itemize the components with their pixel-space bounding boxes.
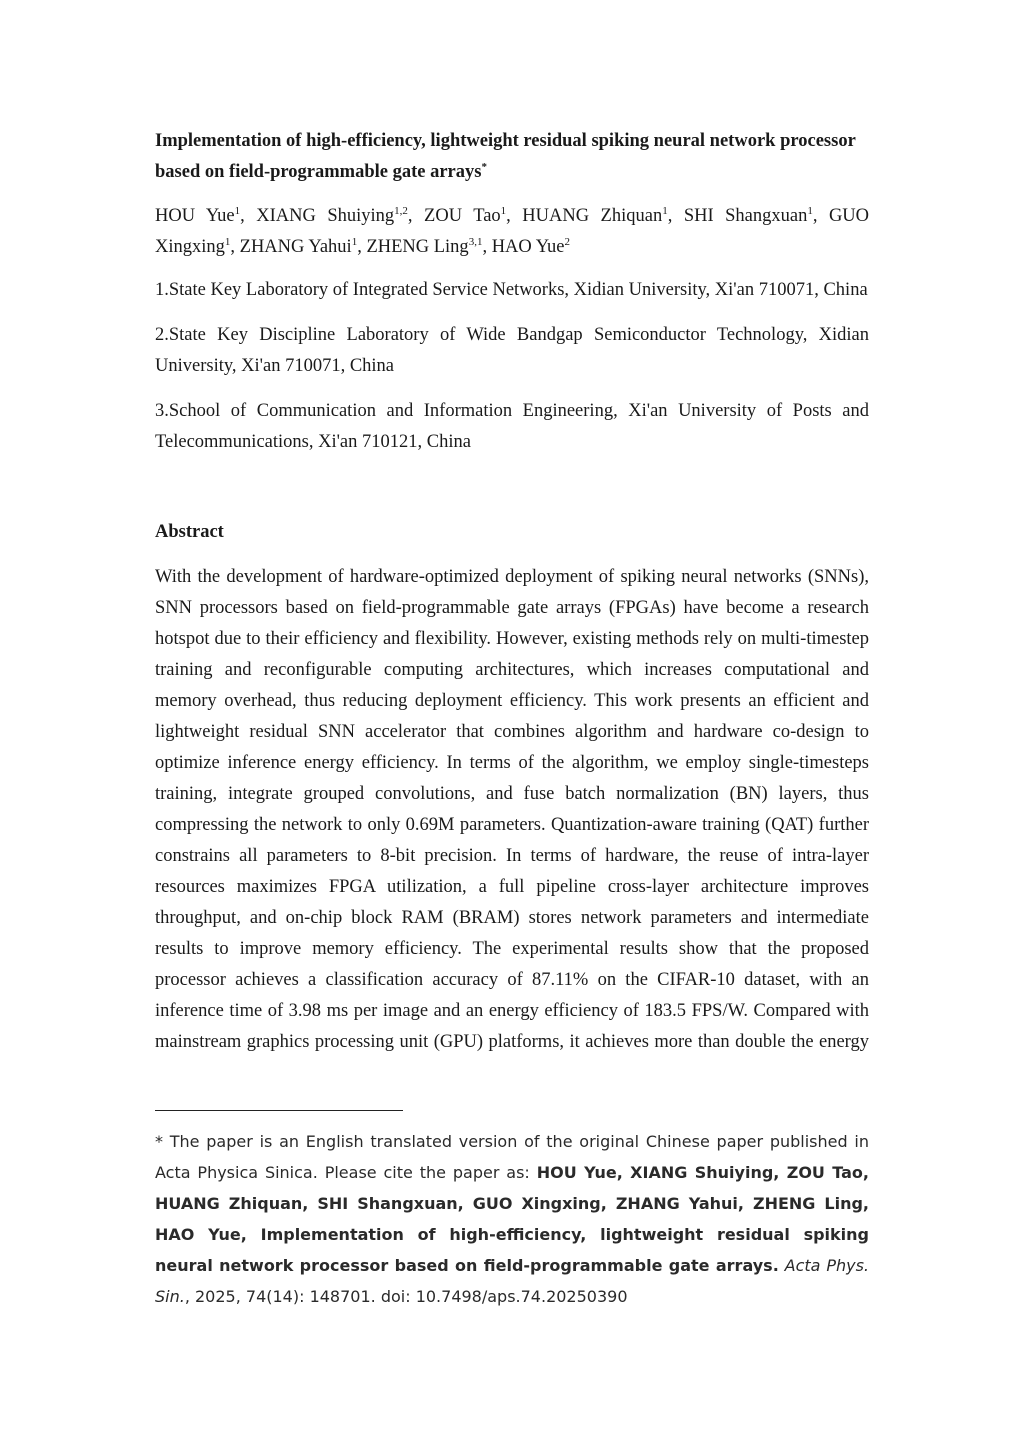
author-affiliation-mark: 1 (662, 204, 668, 217)
author-affiliation-mark: 1,2 (394, 204, 408, 217)
author-name: ZOU Tao (424, 206, 501, 226)
author-name: ZHENG Ling (366, 237, 469, 257)
author-separator: , (667, 206, 684, 226)
author-affiliation-mark: 1 (500, 204, 507, 217)
author-name: HUANG Zhiquan (522, 206, 663, 226)
author-separator: , (812, 206, 829, 226)
author-name: XIANG Shuiying (256, 206, 395, 226)
abstract-body: With the development of hardware-optimized deployment of spiking neural networks (SNNs), SNN processors based on field-programmable gate arrays (FPGAs) have become a research hotspot due to their efficiency and flexibility. However, existing methods rely on multi-timestep training and reconfigurable computing architectures, which increases computational and memory overhead, thus reducing deployment efficiency. This work presents an efficient and lightweight residual SNN accelerator that combines algorithm and hardware co-design to optimize inference energy efficiency. In terms of the algorithm, we employ single-timesteps training, integrate grouped convolutions, and fuse batch normalization (BN) layers, thus compressing the network to only 0.69M parameters. Quantization-aware training (QAT) further constrains all parameters to 8-bit precision. In terms of hardware, the reuse of intra-layer resources maximizes FPGA utilization, a full pipeline cross-layer architecture improves throughput, and on-chip block RAM (BRAM) stores network parameters and intermediate results to improve memory efficiency. The experimental results show that the proposed processor achieves a classification accuracy of 87.11% on the CIFAR-10 dataset, with an inference time of 3.98 ms per image and an energy efficiency of 183.5 FPS/W. Compared with mainstream graphics processing unit (GPU) platforms, it achieves more than double the energy (155, 567, 869, 1052)
author-affiliation-mark: 1 (224, 235, 231, 248)
author-separator: , (482, 237, 492, 257)
title-footnote-mark: * (481, 160, 487, 173)
author-affiliation-mark: 3,1 (468, 235, 483, 248)
affiliation-list (155, 275, 869, 458)
author-affiliation-mark: 1 (234, 204, 241, 217)
footnote (155, 1126, 869, 1312)
author-name: HOU Yue (155, 206, 235, 226)
author-affiliation-mark: 1 (807, 204, 813, 217)
abstract-heading: Abstract (155, 522, 224, 542)
author-separator: , (357, 237, 367, 257)
footnote-intro: The paper is an English translated version of the original Chinese paper published in Acta Physica Sinica. Please cite the paper as: (155, 1132, 869, 1182)
author-name: GUO Xingxing (155, 206, 870, 257)
author-separator: , (407, 206, 425, 226)
author-name: ZHANG Yahui (239, 237, 352, 257)
author-name: HAO Yue (491, 237, 565, 257)
affiliation-3: 3.School of Communication and Information Engineering, Xi'an University of Posts and Telecommunications, Xi'an 710121, China (155, 401, 869, 452)
footnote-mark: * (155, 1132, 163, 1151)
footnote-citation: HOU Yue, XIANG Shuiying, ZOU Tao, HUANG Zhiquan, SHI Shangxuan, GUO Xingxing, ZHANG Yahui, ZHENG Ling, HAO Yue, Implementation of high-efficiency, lightweight residual spiking neural network processor based on field-programmable gate arrays. (155, 1163, 870, 1275)
author-affiliation-mark: 2 (564, 235, 570, 248)
author-separator: , (240, 206, 257, 226)
paper-title-text: Implementation of high-efficiency, lightweight residual spiking neural network processor based on field-programmable gate arrays (155, 131, 856, 182)
author-separator: , (230, 237, 240, 257)
affiliation-2: 2.State Key Discipline Laboratory of Wide Bandgap Semiconductor Technology, Xidian University, Xi'an 710071, China (155, 325, 869, 376)
author-affiliation-mark: 1 (351, 235, 358, 248)
paper-title (155, 126, 869, 188)
author-list (155, 201, 869, 263)
paper-page (155, 126, 869, 1058)
footnote-details: , 2025, 74(14): 148701. doi: 10.7498/aps.74.20250390 (184, 1287, 628, 1306)
author-name: SHI Shangxuan (683, 206, 808, 226)
footnote-divider (155, 1110, 403, 1111)
footnote-journal: Acta Phys. Sin. (155, 1256, 869, 1306)
affiliation-1: 1.State Key Laboratory of Integrated Service Networks, Xidian University, Xi'an 710071, China (155, 280, 868, 300)
author-separator: , (506, 206, 523, 226)
